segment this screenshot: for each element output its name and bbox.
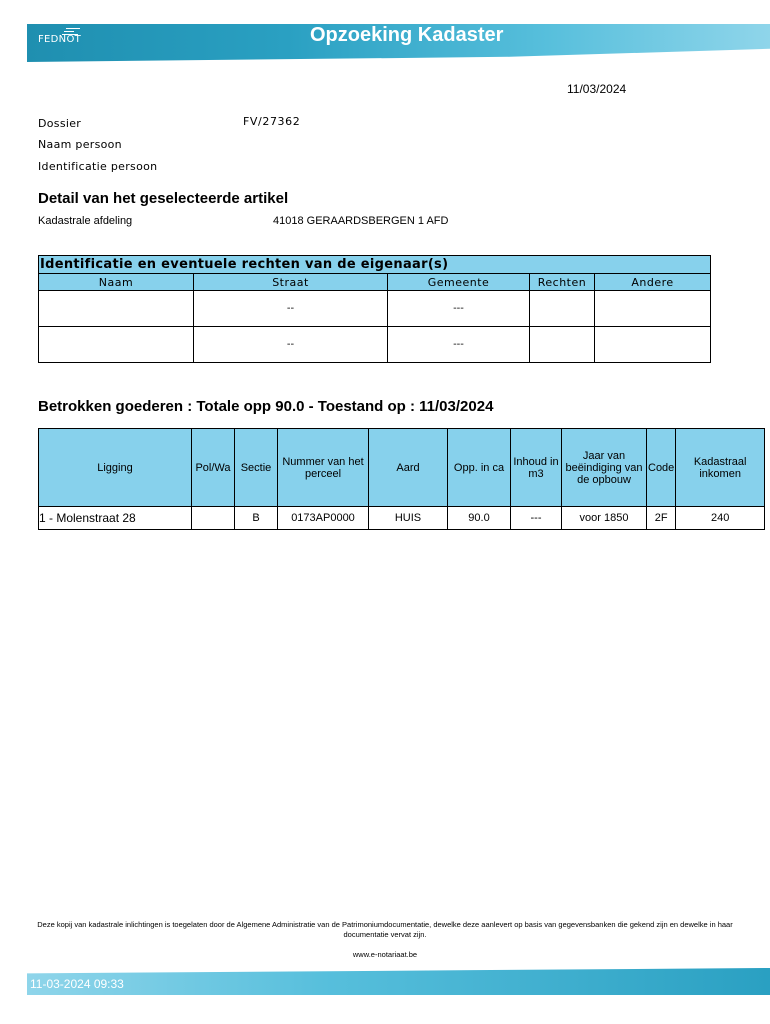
identificatie-persoon-label: Identificatie persoon [38, 160, 158, 173]
owners-table [38, 255, 711, 363]
cell-ligging: 1 - Molenstraat 28 [39, 507, 192, 530]
goods-heading: Betrokken goederen : Totale opp 90.0 - Toestand op : 11/03/2024 [38, 398, 494, 415]
cell-rechten [530, 291, 595, 327]
dossier-value: FV/27362 [243, 115, 301, 128]
naam-persoon-label: Naam persoon [38, 138, 122, 151]
site-link[interactable]: www.e-notariaat.be [352, 950, 418, 959]
cell-inhoud: --- [511, 507, 562, 530]
col-rechten: Rechten [530, 274, 595, 291]
article-heading: Detail van het geselecteerde artikel [38, 190, 289, 207]
cell-aard: HUIS [369, 507, 448, 530]
fednot-logo: FEDNOT [38, 34, 82, 45]
cell-opp: 90.0 [448, 507, 511, 530]
cell-kadastraal-inkomen: 240 [676, 507, 765, 530]
col-kadastraal-inkomen: Kadastraal inkomen [676, 429, 765, 507]
footer-band [27, 968, 770, 995]
footer-timestamp: 11-03-2024 09:33 [30, 977, 124, 991]
cell-naam [39, 327, 194, 363]
col-andere: Andere [595, 274, 711, 291]
disclaimer-text: Deze kopij van kadastrale inlichtingen is toegelaten door de Algemene Administratie van de Patrimoniumdocumentatie, dewelke deze aanlevert op basis van gegevensbanken die gekend zijn en dewelke in haar documentatie vervat zijn. [37, 920, 733, 939]
cell-sectie: B [235, 507, 278, 530]
table-row [39, 327, 711, 363]
page-title: Opzoeking Kadaster [310, 24, 504, 46]
col-ligging: Ligging [39, 429, 192, 507]
kadastrale-afdeling-label: Kadastrale afdeling [38, 215, 133, 227]
cell-rechten [530, 327, 595, 363]
owners-table-title: Identificatie en eventuele rechten van de eigenaar(s) [39, 256, 711, 274]
cell-pol-wa [192, 507, 235, 530]
col-gemeente: Gemeente [388, 274, 530, 291]
cell-andere [595, 291, 711, 327]
cell-code: 2F [647, 507, 676, 530]
cell-jaar-opbouw: voor 1850 [562, 507, 647, 530]
table-row [39, 291, 711, 327]
goods-table [38, 428, 765, 530]
col-code: Code [647, 429, 676, 507]
cell-straat: -- [194, 291, 388, 327]
cell-andere [595, 327, 711, 363]
col-aard: Aard [369, 429, 448, 507]
cell-naam [39, 291, 194, 327]
kadastrale-afdeling-value: 41018 GERAARDSBERGEN 1 AFD [273, 215, 449, 227]
col-jaar-opbouw: Jaar van beëindiging van de opbouw [562, 429, 647, 507]
col-opp: Opp. in ca [448, 429, 511, 507]
dossier-label: Dossier [38, 117, 82, 130]
col-sectie: Sectie [235, 429, 278, 507]
col-straat: Straat [194, 274, 388, 291]
col-nummer-perceel: Nummer van het perceel [278, 429, 369, 507]
col-naam: Naam [39, 274, 194, 291]
cell-nummer-perceel: 0173AP0000 [278, 507, 369, 530]
cell-gemeente: --- [388, 291, 530, 327]
cell-straat: -- [194, 327, 388, 363]
col-pol-wa: Pol/Wa [192, 429, 235, 507]
cell-gemeente: --- [388, 327, 530, 363]
table-row [39, 507, 765, 530]
col-inhoud: Inhoud in m3 [511, 429, 562, 507]
document-date: 11/03/2024 [567, 82, 627, 96]
